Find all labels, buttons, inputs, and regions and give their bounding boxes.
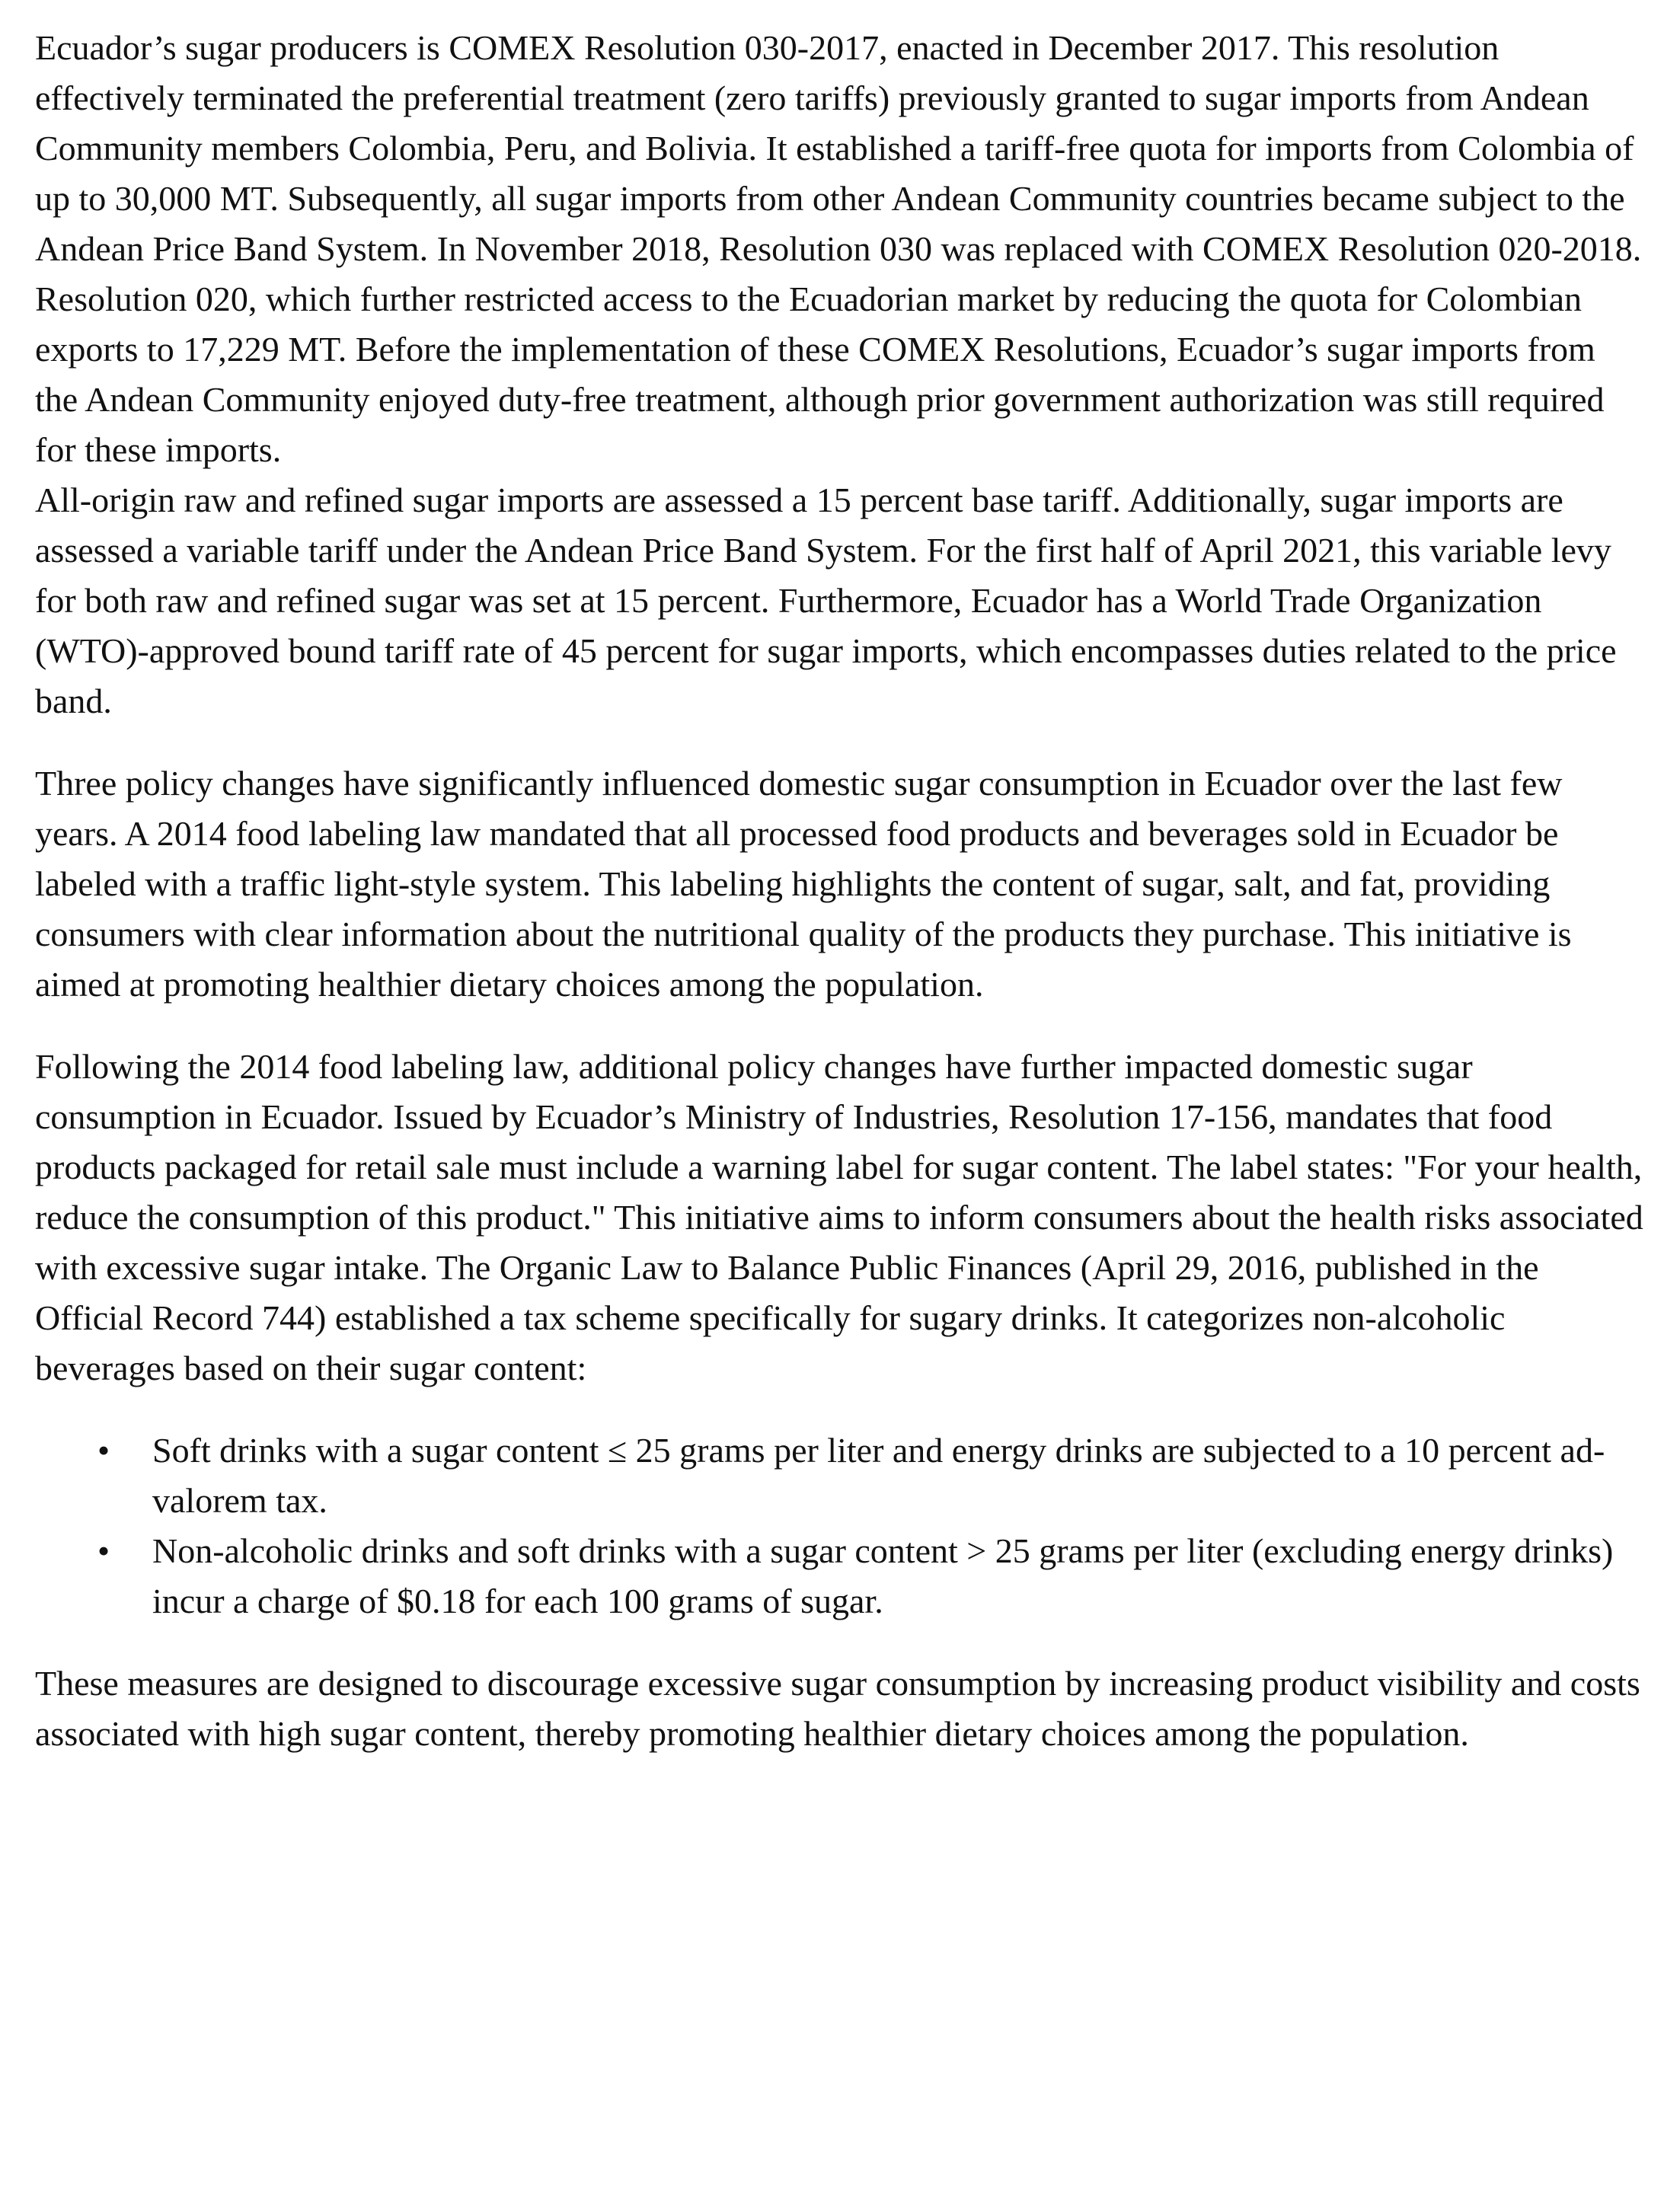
paragraph-comex-resolutions: Ecuador’s sugar producers is COMEX Resolution 030-2017, enacted in December 2017. This resolution effectively terminated the preferential treatment (zero tariffs) previously granted to sugar imports from Andean Community members Colombia, Peru, and Bolivia. It established a tariff-free quota for imports from Colombia of up to 30,000 MT. Subsequently, all sugar imports from other Andean Community countries became subject to the Andean Price Band System. In November 2018, Resolution 030 was replaced with COMEX Resolution 020-2018. Resolution 020, which further restricted access to the Ecuadorian market by reducing the quota for Colombian exports to 17,229 MT. Before the implementation of these COMEX Resolutions, Ecuador’s sugar imports from the Andean Community enjoyed duty-free treatment, although prior government authorization was still required for these imports. — [35, 28, 1642, 469]
sugar-tax-bullet-list — [35, 1425, 1646, 1626]
bullet-text-low-sugar-drinks: Soft drinks with a sugar content ≤ 25 grams per liter and energy drinks are subjected to a 10 percent ad-valorem tax. — [152, 1431, 1605, 1520]
paragraph-tariffs: All-origin raw and refined sugar imports are assessed a 15 percent base tariff. Additionally, sugar imports are assessed a variable tariff under the Andean Price Band System. For the first half of April 2021, this variable levy for both raw and refined sugar was set at 15 percent. Furthermore, Ecuador has a World Trade Organization (WTO)-approved bound tariff rate of 45 percent for sugar imports, which encompasses duties related to the price band. — [35, 480, 1617, 720]
document-body — [35, 23, 1646, 1759]
list-item — [35, 1526, 1646, 1626]
bullet-icon: • — [97, 1531, 110, 1570]
bullet-icon: • — [97, 1431, 110, 1470]
bullet-text-high-sugar-drinks: Non-alcoholic drinks and soft drinks with a sugar content > 25 grams per liter (excluding energy drinks) incur a charge of $0.18 for each 100 grams of sugar. — [152, 1531, 1614, 1620]
paragraph-policy-changes: Three policy changes have significantly influenced domestic sugar consumption in Ecuador over the last few years. A 2014 food labeling law mandated that all processed food products and beverages sold in Ecuador be labeled with a traffic light-style system. This labeling highlights the content of sugar, salt, and fat, providing consumers with clear information about the nutritional quality of the products they purchase. This initiative is aimed at promoting healthier dietary choices among the population. — [35, 764, 1572, 1004]
paragraph-closing: These measures are designed to discourage excessive sugar consumption by increasing product visibility and costs associated with high sugar content, thereby promoting healthier dietary choices among the population. — [35, 1664, 1640, 1753]
list-item — [35, 1425, 1646, 1526]
paragraph-warning-label-and-tax: Following the 2014 food labeling law, additional policy changes have further impacted domestic sugar consumption in Ecuador. Issued by Ecuador’s Ministry of Industries, Resolution 17-156, mandates that food products packaged for retail sale must include a warning label for sugar content. The label states: "For your health, reduce the consumption of this product." This initiative aims to inform consumers about the health risks associated with excessive sugar intake. The Organic Law to Balance Public Finances (April 29, 2016, published in the Official Record 744) established a tax scheme specifically for sugary drinks. It categorizes non-alcoholic beverages based on their sugar content: — [35, 1047, 1643, 1387]
